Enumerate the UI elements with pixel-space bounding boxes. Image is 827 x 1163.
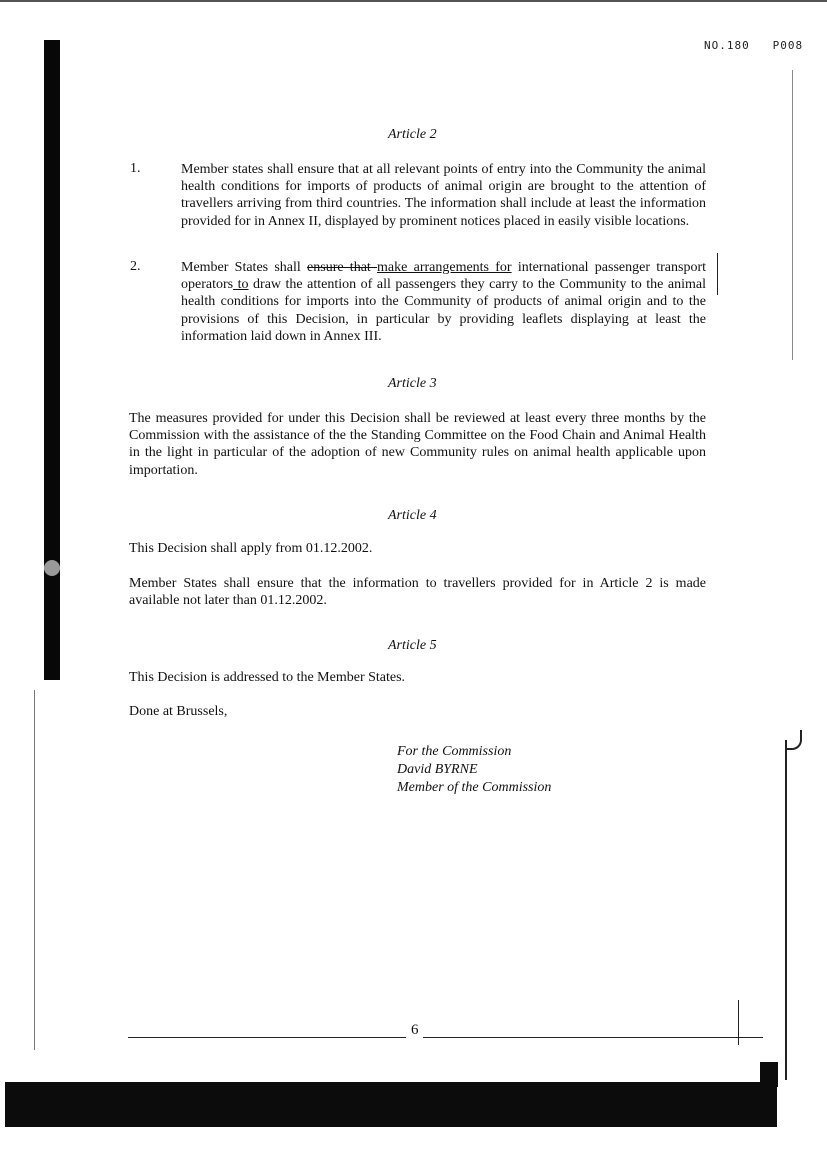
article-5-text: This Decision is addressed to the Member States. (129, 670, 406, 685)
footer-tick (738, 1000, 739, 1045)
signature-line-1: For the Commission (397, 744, 512, 759)
revision-bar (717, 253, 718, 295)
scan-margin-line-left (34, 690, 35, 1050)
scan-edge-top (0, 0, 827, 2)
fax-number: NO.180 (704, 39, 750, 52)
article-4-text-2: Member States shall ensure that the information to travellers provided for in Article 2 is made available not later than 01.12.2002. (129, 576, 706, 609)
article-2-item-1-text: Member states shall ensure that at all relevant points of entry into the Community the animal health conditions for imports of products of animal origin are brought to the attention of travellers arriving from third countries. The information shall include at least the information provided for in Annex II, displayed by prominent notices placed in easily visible locations. (181, 162, 706, 229)
article-2-item-2-text: Member States shall ensure that make arrangements for international passenger transport operators to draw the attention of all passengers they carry to the Community to the animal health conditions for imports into the Community of products of animal origin and to the provisions of this Decision, in particular by providing leaflets displaying at least the information laid down in Annex III. (181, 260, 707, 344)
article-4-text-1: This Decision shall apply from 01.12.2002. (129, 541, 373, 556)
scan-margin-line-right-lower (785, 740, 787, 1080)
article-2-heading: Article 2 (388, 127, 437, 142)
article-3-heading: Article 3 (388, 376, 437, 391)
scan-edge-corner (760, 1062, 778, 1087)
footer-rule-right (423, 1037, 763, 1038)
page-number: 6 (411, 1022, 419, 1038)
inserted-text-2: to (233, 277, 249, 293)
fax-page: P008 (772, 39, 804, 52)
done-at: Done at Brussels, (129, 704, 228, 719)
deleted-text: ensure that (307, 260, 378, 275)
article-4-heading: Article 4 (388, 508, 437, 523)
inserted-text: make arrangements for (377, 260, 512, 275)
article-5-heading: Article 5 (388, 638, 437, 653)
scan-margin-line-right (792, 70, 793, 360)
scan-edge-bottom (5, 1082, 777, 1127)
signature-block (397, 743, 551, 797)
scan-punch-hole (44, 560, 60, 576)
fax-header (704, 39, 803, 52)
signature-line-2: David BYRNE (397, 762, 478, 777)
signature-line-3: Member of the Commission (397, 780, 552, 795)
scan-margin-hook (786, 730, 802, 750)
footer-rule-left (128, 1037, 406, 1038)
article-3-text: The measures provided for under this Decision shall be reviewed at least every three months by the Commission with the assistance of the the Standing Committee on the Food Chain and Animal Health in the light in particular of the adoption of new Community rules on animal health applicable upon importation. (129, 411, 706, 478)
scan-edge-left (44, 40, 60, 680)
article-2-item-1-number: 1. (130, 161, 141, 176)
article-2-item-2-number: 2. (130, 259, 141, 274)
